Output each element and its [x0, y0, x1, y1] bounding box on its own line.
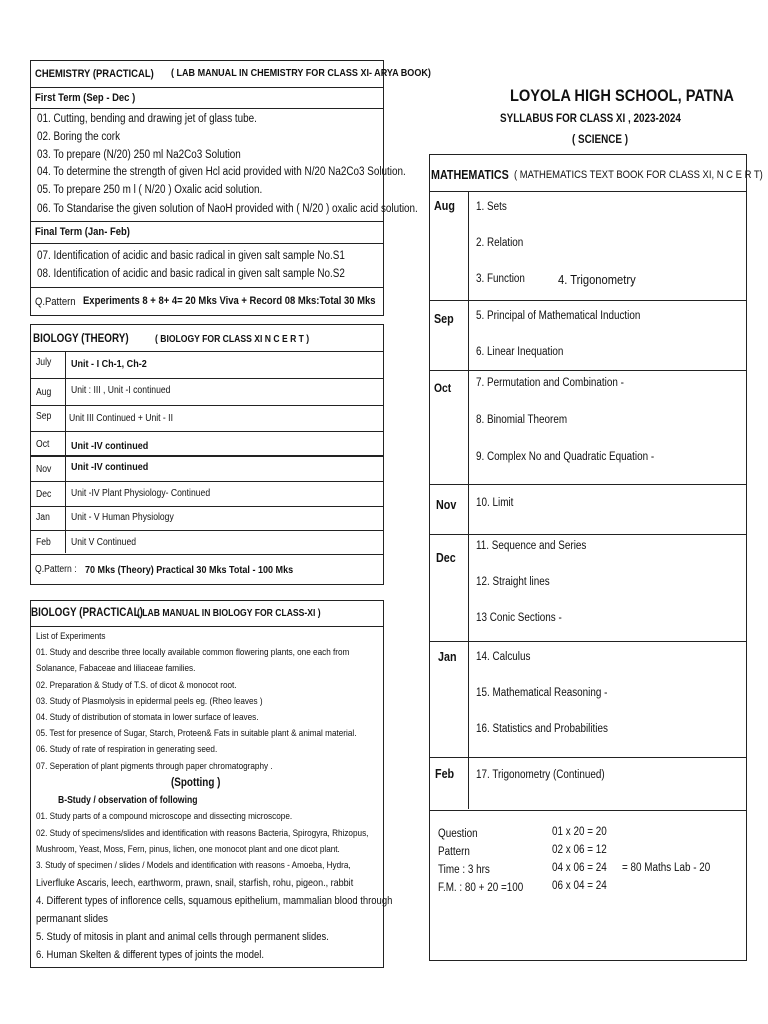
biology-practical-box [30, 600, 393, 968]
chemistry-item: 04. To determine the strength of given Hcl acid provided with N/20 Na2Co3 Solution. [37, 166, 406, 178]
experiment-line: 01. Study and describe three locally available common flowering plants, one each from [36, 647, 350, 658]
bio-theory-unit: Unit V Continued [71, 537, 137, 548]
biology-practical-book: ( LAB MANUAL IN BIOLOGY FOR CLASS-XI ) [137, 608, 321, 619]
mathematics-book: ( MATHEMATICS TEXT BOOK FOR CLASS XI, N C E R T) [514, 169, 763, 181]
math-month-dec: Dec [436, 551, 456, 565]
math-topic: 9. Complex No and Quadratic Equation - [476, 451, 655, 463]
bio-theory-month: Sep [36, 411, 52, 422]
bio-theory-unit: Unit : III , Unit -I continued [71, 385, 171, 396]
experiment-line: 06. Study of rate of respiration in generating seed. [36, 744, 218, 755]
question-label: Pattern [438, 846, 470, 858]
bio-theory-month: Oct [36, 439, 50, 450]
math-month-sep: Sep [434, 312, 454, 326]
math-topic: 3. Function [476, 273, 525, 285]
bio-theory-pattern: 70 Mks (Theory) Practical 30 Mks Total - 100 Mks [85, 564, 294, 576]
chemistry-final-item: 07. Identification of acidic and basic radical in given salt sample No.S1 [37, 250, 345, 262]
math-month-jan: Jan [438, 650, 457, 664]
math-topic: 11. Sequence and Series [476, 540, 587, 552]
chemistry-item: 02. Boring the cork [37, 131, 121, 143]
math-topic: 1. Sets [476, 201, 507, 213]
chemistry-item: 01. Cutting, bending and drawing jet of glass tube. [37, 113, 257, 125]
spotting-heading: (Spotting ) [171, 777, 221, 789]
chemistry-item: 05. To prepare 250 m l ( N/20 ) Oxalic acid solution. [37, 184, 263, 196]
study-line: 4. Different types of inflorence cells, squamous epithelium, mammalian blood through [36, 895, 393, 907]
biology-practical-title: BIOLOGY (PRACTICAL) [31, 607, 143, 619]
bio-theory-unit: Unit -IV continued [71, 461, 149, 473]
marks-calc: 04 x 06 = 24 [552, 862, 607, 874]
maths-lab-note: = 80 Maths Lab - 20 [622, 862, 711, 874]
math-topic: 2. Relation [476, 237, 524, 249]
math-topic: 16. Statistics and Probabilities [476, 723, 608, 735]
bio-theory-month: Aug [36, 387, 52, 398]
chemistry-book: ( LAB MANUAL IN CHEMISTRY FOR CLASS XI- ARYA BOOK) [171, 67, 431, 79]
question-label: Question [438, 828, 478, 840]
bio-theory-unit: Unit -IV Plant Physiology- Continued [71, 488, 211, 499]
study-line: 02. Study of specimens/slides and identification with reasons Bacteria, Spirogyra, Rhizopus, [36, 828, 369, 839]
experiment-line: Solanance, Fabaceae and liliaceae families. [36, 663, 196, 674]
math-topic: 17. Trigonometry (Continued) [476, 769, 605, 781]
math-topic: 8. Binomial Theorem [476, 414, 568, 426]
math-month-oct: Oct [434, 381, 452, 395]
math-topic: 14. Calculus [476, 651, 531, 663]
stream-label: ( SCIENCE ) [572, 134, 629, 146]
chemistry-pattern: Experiments 8 + 8+ 4= 20 Mks Viva + Record 08 Mks:Total 30 Mks [83, 295, 376, 307]
study-line: Liverfluke Ascaris, leech, earthworm, prawn, snail, starfish, rohu, pigeon., rabbit [36, 877, 354, 889]
math-topic: 10. Limit [476, 497, 514, 509]
bio-theory-unit: Unit - I Ch-1, Ch-2 [71, 358, 147, 370]
syllabus-title: SYLLABUS FOR CLASS XI , 2023-2024 [500, 113, 681, 125]
bio-theory-month: Feb [36, 537, 51, 548]
biology-theory-box [30, 324, 384, 585]
experiment-line: 04. Study of distribution of stomata in lower surface of leaves. [36, 712, 259, 723]
bio-theory-unit: Unit III Continued + Unit - II [69, 413, 173, 424]
experiment-line: 03. Study of Plasmolysis in epidermal peels eg. (Rheo leaves ) [36, 696, 263, 707]
mathematics-box [429, 154, 763, 961]
marks-calc: 02 x 06 = 12 [552, 844, 607, 856]
marks-calc: 01 x 20 = 20 [552, 826, 607, 838]
experiment-line: 07. Seperation of plant pigments through paper chromatography . [36, 761, 273, 772]
math-topic: 6. Linear Inequation [476, 346, 564, 358]
math-month-aug: Aug [434, 199, 455, 213]
math-month-nov: Nov [436, 498, 457, 512]
chemistry-title: CHEMISTRY (PRACTICAL) [35, 68, 154, 80]
chemistry-item: 03. To prepare (N/20) 250 ml Na2Co3 Solution [37, 149, 241, 161]
chemistry-final-item: 08. Identification of acidic and basic radical in given salt sample No.S2 [37, 268, 345, 280]
study-line: Mushroom, Yeast, Moss, Fern, pinus, lichen, one monocot plant and one dicot plant. [36, 844, 340, 855]
study-line: 3. Study of specimen / slides / Models and identification with reasons - Amoeba, Hydra, [36, 860, 351, 871]
experiment-list-label: List of Experiments [36, 631, 106, 642]
math-topic: 13 Conic Sections - [476, 612, 562, 624]
chemistry-final-term: Final Term (Jan- Feb) [35, 226, 130, 238]
chemistry-item: 06. To Standarise the given solution of NaoH provided with ( N/20 ) oxalic acid solution. [37, 203, 418, 215]
marks-calc: 06 x 04 = 24 [552, 880, 607, 892]
bio-theory-month: Nov [36, 464, 52, 475]
chemistry-first-term: First Term (Sep - Dec ) [35, 92, 136, 104]
experiment-line: 02. Preparation & Study of T.S. of dicot & monocot root. [36, 680, 237, 691]
chemistry-practical-box [30, 60, 431, 316]
math-month-feb: Feb [435, 767, 455, 781]
bio-theory-month: Dec [36, 489, 52, 500]
math-topic: 7. Permutation and Combination - [476, 377, 624, 389]
math-topic: 4. Trigonometry [558, 272, 636, 287]
math-topic: 12. Straight lines [476, 576, 550, 588]
biology-theory-title: BIOLOGY (THEORY) [33, 333, 129, 345]
question-label: F.M. : 80 + 20 =100 [438, 882, 524, 894]
study-line: permanant slides [36, 913, 109, 925]
study-line: 5. Study of mitosis in plant and animal cells through permanent slides. [36, 931, 329, 943]
study-line: 6. Human Skelten & different types of joints the model. [36, 949, 265, 961]
bio-theory-pattern-label: Q.Pattern : [35, 564, 77, 575]
mathematics-title: MATHEMATICS [431, 168, 509, 182]
math-topic: 5. Principal of Mathematical Induction [476, 310, 641, 322]
question-label: Time : 3 hrs [438, 864, 490, 876]
b-study-heading: B-Study / observation of following [58, 795, 198, 806]
study-line: 01. Study parts of a compound microscope and dissecting microscope. [36, 811, 293, 822]
bio-theory-unit: Unit - V Human Physiology [71, 512, 174, 523]
experiment-line: 05. Test for presence of Sugar, Starch, Proteen& Fats in suitable plant & animal material. [36, 728, 357, 739]
bio-theory-month: Jan [36, 512, 50, 523]
biology-theory-book: ( BIOLOGY FOR CLASS XI N C E R T ) [155, 334, 310, 345]
bio-theory-unit: Unit -IV continued [71, 440, 149, 452]
math-topic: 15. Mathematical Reasoning - [476, 687, 608, 699]
bio-theory-month: July [36, 357, 52, 368]
school-name: LOYOLA HIGH SCHOOL, PATNA [510, 86, 734, 105]
chemistry-pattern-label: Q.Pattern [35, 296, 76, 308]
